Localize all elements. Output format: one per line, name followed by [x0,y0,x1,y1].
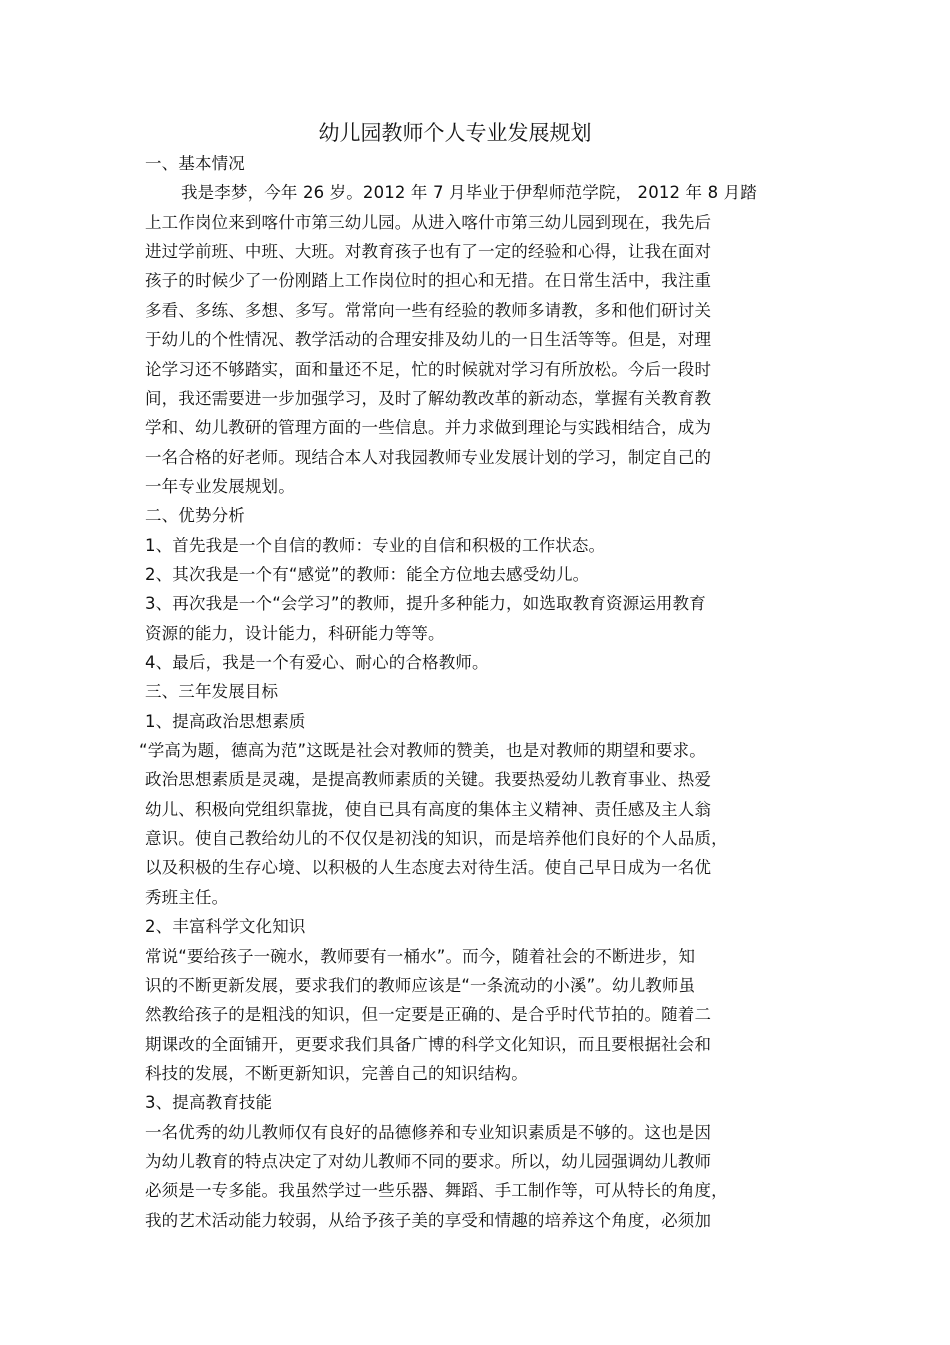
text-line: 一年专业发展规划。 [145,476,295,496]
text-line: 3、再次我是一个“会学习”的教师，提升多种能力，如选取教育资源运用教育 [145,594,706,614]
text-line: 识的不断更新发展，要求我们的教师应该是“一条流动的小溪”。幼儿教师虽 [145,975,696,995]
text-line: 进过学前班、中班、大班。对教育孩子也有了一定的经验和心得，让我在面对 [145,242,712,262]
text-line: 4、最后，我是一个有爱心、耐心的合格教师。 [145,653,489,672]
text-line: 然教给孩子的是粗浅的知识，但一定要是正确的、是合乎时代节拍的。随着二 [145,1005,712,1025]
text-line: 多看、多练、多想、多写。常常向一些有经验的教师多请教，多和他们研讨关 [145,300,712,320]
text-line: 幼儿、积极向党组织靠拢，使自已具有高度的集体主义精神、责任感及主人翁 [145,799,712,819]
text-line: 三、三年发展目标 [145,682,279,702]
text-line: 3、提高教育技能 [145,1093,273,1113]
text-line: 资源的能力，设计能力，科研能力等等。 [145,623,445,643]
text-line: 科技的发展，不断更新知识，完善自己的知识结构。 [145,1063,528,1083]
text-line: 以及积极的生存心境、以积极的人生态度去对待生活。使自己早日成为一名优 [145,858,712,878]
text-line: 意识。使自己教给幼儿的不仅仅是初浅的知识，而是培养他们良好的个人品质， [145,829,728,849]
text-line: 我的艺术活动能力较弱，从给予孩子美的享受和情趣的培养这个角度，必须加 [145,1210,712,1230]
text-line: 上工作岗位来到喀什市第三幼儿园。从进入喀什市第三幼儿园到现在，我先后 [145,212,712,232]
document-title: 幼儿园教师个人专业发展规划 [318,121,592,145]
text-line: 2、其次我是一个有“感觉”的教师：能全方位地去感受幼儿。 [145,564,590,584]
text-line: 秀班主任。 [145,887,229,907]
text-line: 我是李梦，今年 26 岁。2012 年 7 月毕业于伊犁师范学院， 2012 年 8 月踏 [181,183,757,203]
text-line: 1、提高政治思想素质 [145,711,306,731]
text-line: 二、优势分析 [145,506,245,526]
text-line: 常说“要给孩子一碗水，教师要有一桶水”。而今，随着社会的不断进步，知 [145,946,696,966]
text-line: 一名合格的好老师。现结合本人对我园教师专业发展计划的学习，制定自己的 [145,447,712,467]
text-line: 孩子的时候少了一份刚踏上工作岗位时的担心和无措。在日常生活中，我注重 [145,271,712,291]
text-line: “学高为题，德高为范”这既是社会对教师的赞美，也是对教师的期望和要求。 [139,741,706,760]
text-line: 政治思想素质是灵魂，是提高教师素质的关键。我要热爱幼儿教育事业、热爱 [145,770,712,790]
text-line: 一名优秀的幼儿教师仅有良好的品德修养和专业知识素质是不够的。这也是因 [145,1122,712,1142]
text-line: 1、首先我是一个自信的教师：专业的自信和积极的工作状态。 [145,535,606,555]
text-line: 于幼儿的个性情况、教学活动的合理安排及幼儿的一日生活等等。但是，对理 [145,330,712,350]
text-line: 学和、幼儿教研的管理方面的一些信息。并力求做到理论与实践相结合，成为 [145,418,712,438]
text-line: 为幼儿教育的特点决定了对幼儿教师不同的要求。所以，幼儿园强调幼儿教师 [145,1151,712,1171]
text-line: 期课改的全面铺开，更要求我们具备广博的科学文化知识，而且要根据社会和 [145,1034,712,1054]
text-line: 一、基本情况 [145,154,245,173]
text-line: 必须是一专多能。我虽然学过一些乐器、舞蹈、手工制作等，可从特长的角度， [145,1181,728,1201]
text-line: 2、丰富科学文化知识 [145,917,306,937]
text-line: 论学习还不够踏实，面和量还不足，忙的时候就对学习有所放松。今后一段时 [145,359,712,379]
text-line: 间，我还需要进一步加强学习，及时了解幼教改革的新动态，掌握有关教育教 [145,388,712,408]
